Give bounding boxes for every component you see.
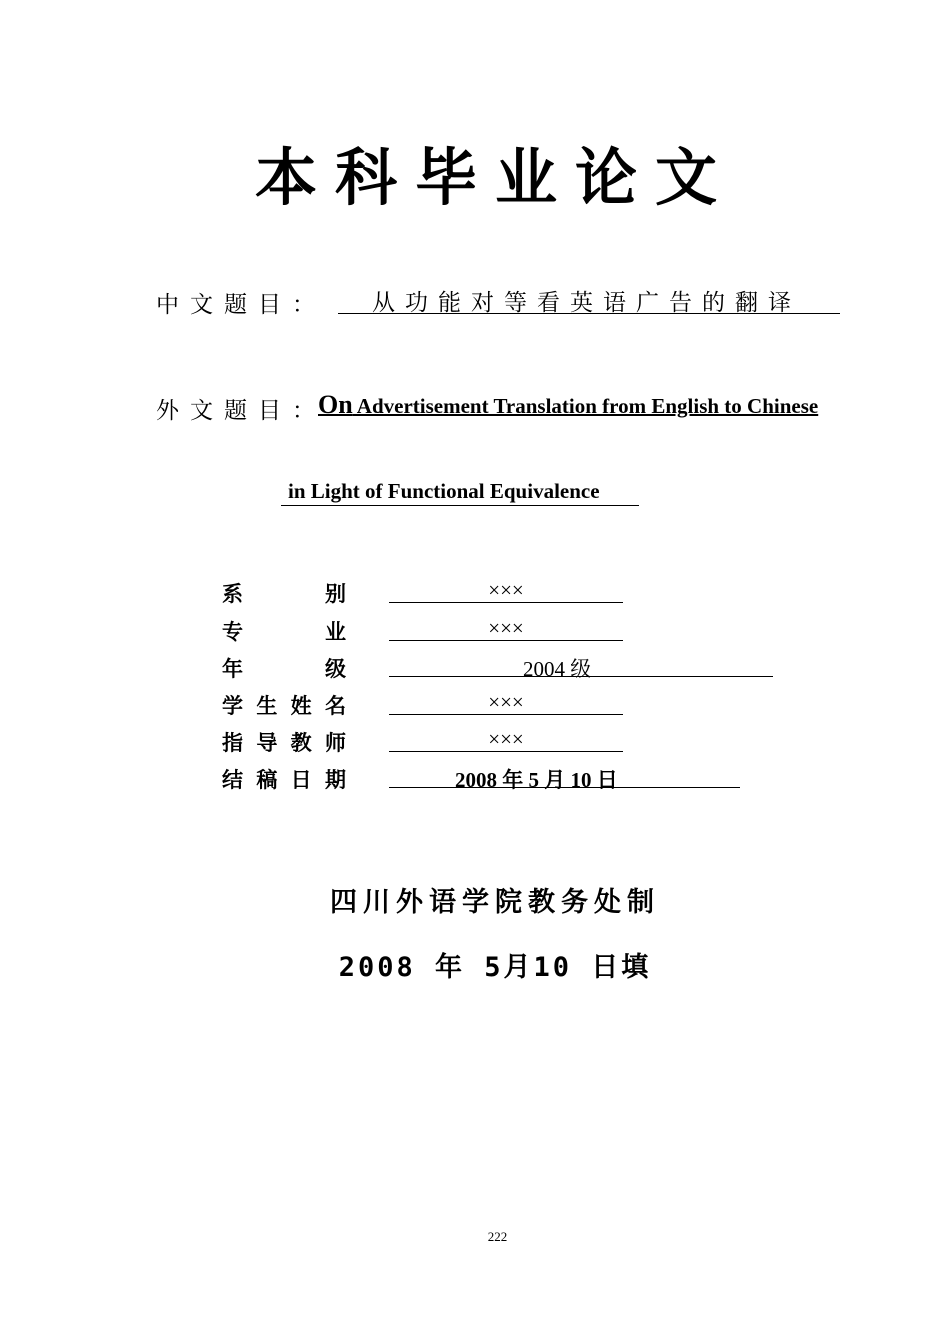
student-name-label xyxy=(222,690,346,720)
label-char: 日 xyxy=(290,768,312,792)
label-char: 年 xyxy=(222,657,243,681)
label-char: 结 xyxy=(222,768,243,792)
foreign-title-label: 外文题目： xyxy=(156,398,326,424)
foreign-title-value-line2: in Light of Functional Equivalence xyxy=(281,479,639,506)
label-char: 导 xyxy=(256,731,278,755)
completion-date-value: 2008 年 5 月 10 日 xyxy=(389,764,740,788)
completion-date-label xyxy=(222,764,346,794)
grade-value: 2004 级 xyxy=(389,653,773,677)
foreign-title-line1-rest: Advertisement Translation from English to Chinese xyxy=(352,394,819,418)
page-number: 222 xyxy=(487,1229,508,1244)
student-name-value: ××× xyxy=(389,690,623,715)
label-char: 专 xyxy=(222,620,243,644)
label-char: 师 xyxy=(324,731,346,755)
foreign-title-value-line1 xyxy=(318,390,818,420)
label-char: 教 xyxy=(290,731,312,755)
supervisor-label xyxy=(222,727,346,757)
department-label xyxy=(222,578,346,608)
department-value: ××× xyxy=(389,578,623,603)
foreign-title-first-word: On xyxy=(318,390,353,419)
fill-date-footer: 2008 年 5月10 日填 xyxy=(338,952,652,983)
label-char: 系 xyxy=(222,582,243,606)
chinese-title-value: 从功能对等看英语广告的翻译 xyxy=(338,284,840,314)
grade-label xyxy=(222,653,346,683)
label-char: 姓 xyxy=(290,694,312,718)
chinese-title-label: 中文题目： xyxy=(156,292,326,318)
label-char: 稿 xyxy=(256,768,278,792)
label-char: 期 xyxy=(324,768,346,792)
major-value: ××× xyxy=(389,616,623,641)
supervisor-value: ××× xyxy=(389,727,623,752)
label-char: 学 xyxy=(222,694,243,718)
label-char: 级 xyxy=(325,657,346,681)
institution-footer: 四川外语学院教务处制 xyxy=(330,887,660,918)
label-char: 别 xyxy=(325,582,346,606)
label-char: 生 xyxy=(256,694,278,718)
label-char: 指 xyxy=(222,731,243,755)
label-char: 名 xyxy=(324,694,346,718)
major-label xyxy=(222,616,346,646)
label-char: 业 xyxy=(325,620,346,644)
page-title: 本科毕业论文 xyxy=(254,141,735,214)
